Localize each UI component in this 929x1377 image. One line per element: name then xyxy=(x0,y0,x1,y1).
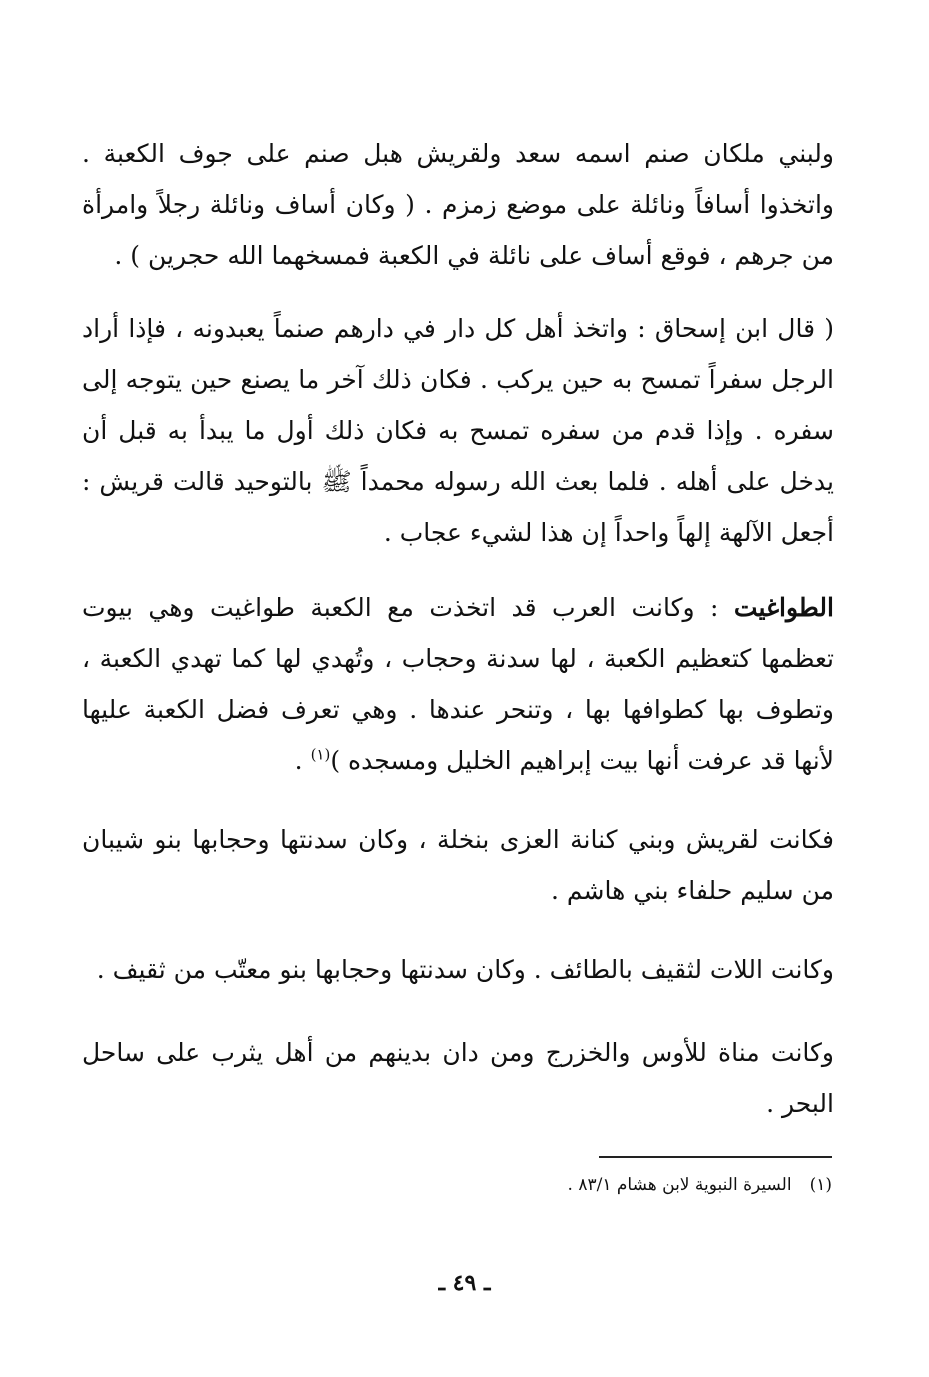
footnote-number: (١) xyxy=(809,1175,832,1195)
paragraph-6: وكانت مناة للأوس والخزرج ومن دان بدينهم من أهل يثرب على ساحل البحر . xyxy=(82,1038,834,1118)
paragraph-2: ( قال ابن إسحاق : واتخذ أهل كل دار في دارهم صنماً يعبدونه ، فإذا أراد الرجل سفراً تمسح به حين يركب . فكان ذلك آخر ما يصنع حين يتوجه إلى سفره . وإذا قدم من سفره تمسح به فكان ذلك أول ما يبدأ به قبل أن يدخل على أهله . فلما بعث الله رسوله محمداً ﷺ بالتوحيد قالت قريش : أجعل الآلهة إلهاً واحداً إن هذا لشيء عجاب . xyxy=(82,314,834,547)
footnote-reference: (١) xyxy=(310,745,331,764)
paragraph-3-end: . xyxy=(294,746,311,775)
page-number: ـ ٤٩ ـ xyxy=(438,1270,491,1296)
footnote xyxy=(232,1170,832,1200)
term-tawaghit: الطواغيت xyxy=(733,593,834,622)
main-text xyxy=(82,128,834,1129)
paragraph-4: فكانت لقريش وبني كنانة العزى بنخلة ، وكان سدنتها وحجابها بنو شيبان من سليم حلفاء بني هاشم . xyxy=(82,825,834,905)
footnote-divider xyxy=(599,1156,832,1158)
paragraph-5: وكانت اللات لثقيف بالطائف . وكان سدنتها وحجابها بنو معتّب من ثقيف . xyxy=(96,955,834,984)
paragraph-3 xyxy=(82,582,834,786)
footnote-text: السيرة النبوية لابن هشام ٨٣/١ . xyxy=(567,1175,792,1195)
paragraph-3-body: : وكانت العرب قد اتخذت مع الكعبة طواغيت وهي بيوت تعظمها كتعظيم الكعبة ، لها سدنة وحجاب ، وتُهدي لها كما تهدي الكعبة ، وتطوف بها كطوافها بها ، وتنحر عندها . وهي تعرف فضل الكعبة عليها لأنها قد عرفت أنها بيت إبراهيم الخليل ومسجده ) xyxy=(82,593,834,775)
paragraph-1: ولبني ملكان صنم اسمه سعد ولقريش هبل صنم على جوف الكعبة . واتخذوا أسافاً ونائلة على موضع زمزم . ( وكان أساف ونائلة رجلاً وامرأة من جرهم ، فوقع أساف على نائلة في الكعبة فمسخهما الله حجرين ) . xyxy=(82,139,834,270)
